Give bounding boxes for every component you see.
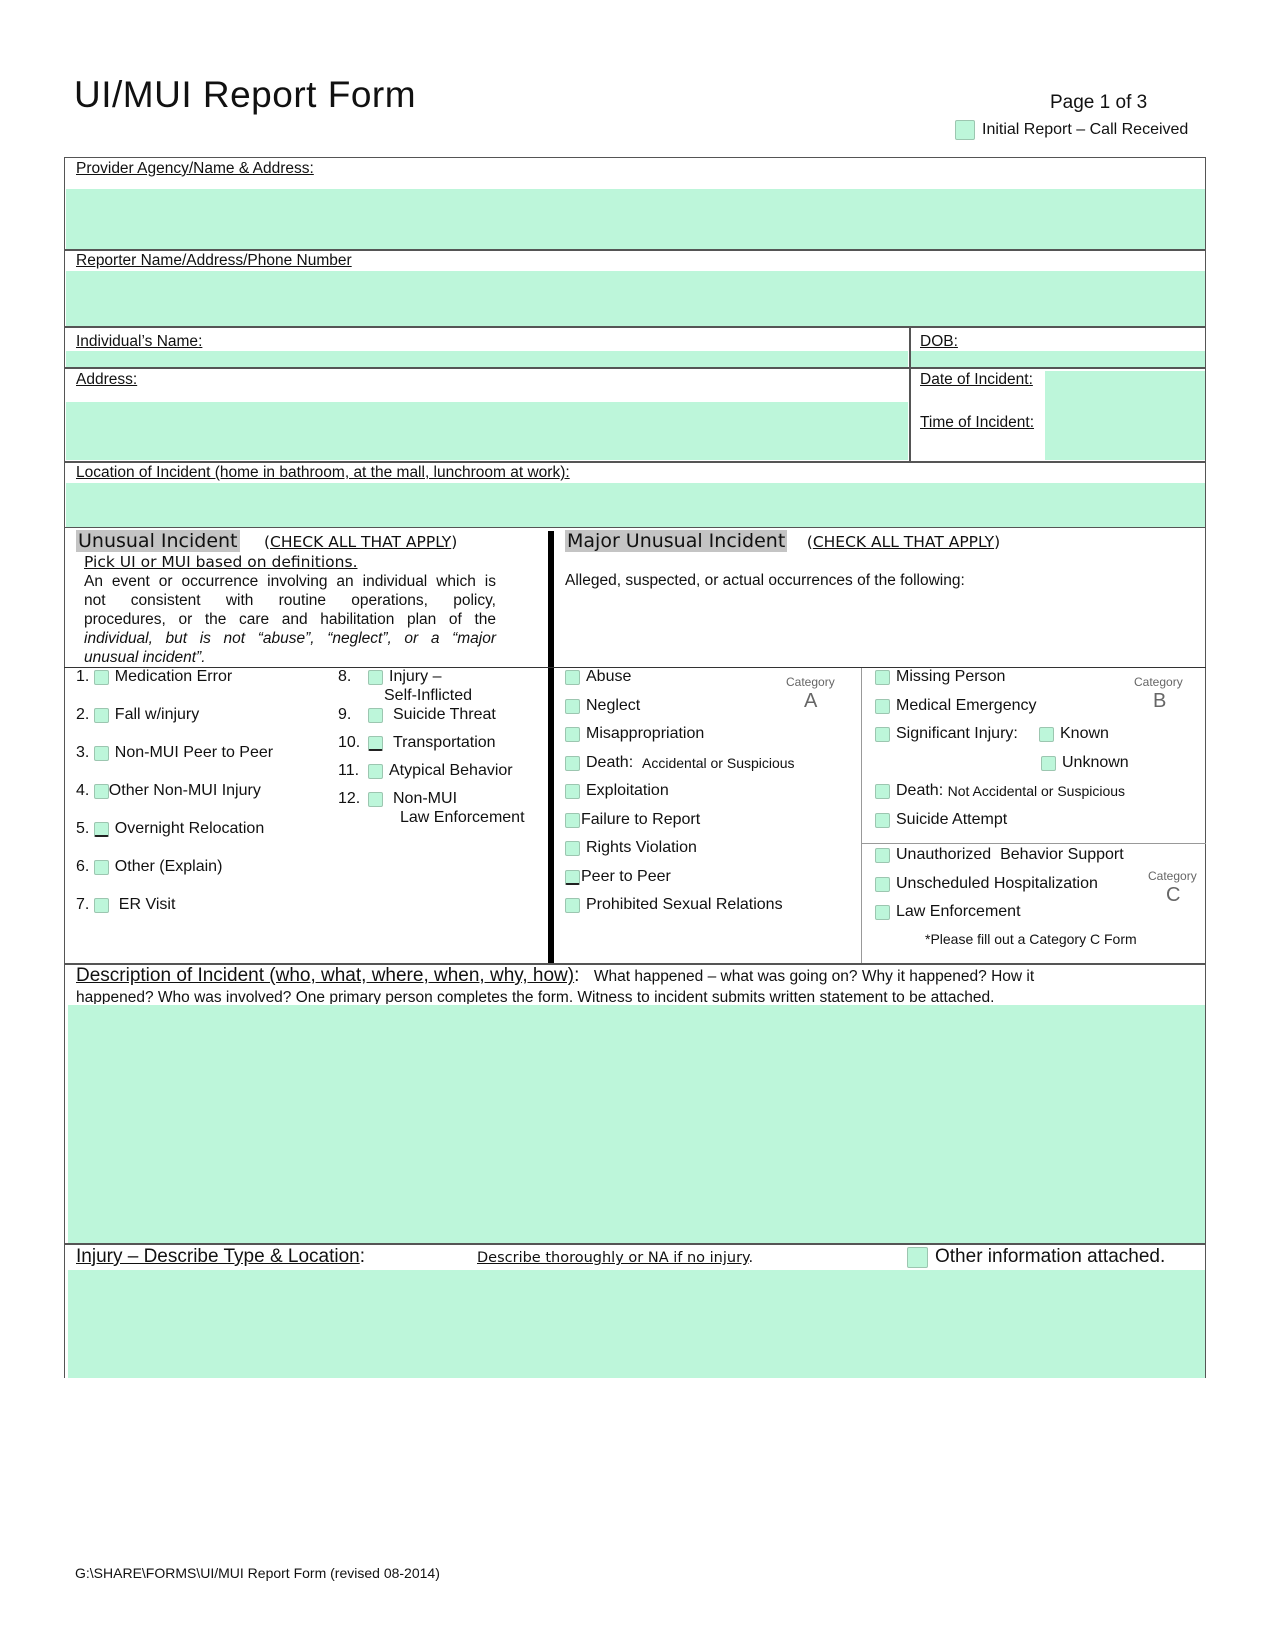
checkbox[interactable] bbox=[565, 813, 580, 828]
provider-input[interactable] bbox=[66, 189, 1205, 249]
checkbox[interactable] bbox=[907, 1247, 928, 1268]
description-header: Description of Incident (who, what, where, when, why, how): What happened – what was going on? Why it happened? How it bbox=[76, 965, 1035, 986]
description-hint: What happened – what was going on? Why it happened? How it bbox=[593, 968, 1035, 985]
mui-item-death-b[interactable]: Death: Not Accidental or Suspicious bbox=[875, 782, 1125, 800]
date-of-incident-label: Date of Incident: bbox=[920, 371, 1033, 388]
ui-item-er-visit[interactable]: 7. ER Visit bbox=[76, 896, 176, 913]
checkbox[interactable] bbox=[875, 784, 890, 799]
page-indicator: Page 1 of 3 bbox=[1050, 92, 1148, 113]
mui-heading: Major Unusual Incident bbox=[567, 530, 786, 552]
mui-item-significant-injury[interactable]: Significant Injury: bbox=[875, 725, 1018, 743]
divider bbox=[64, 326, 1206, 328]
category-c-caption: Category bbox=[1148, 869, 1197, 883]
divider bbox=[861, 668, 862, 964]
checkbox[interactable] bbox=[94, 746, 109, 761]
divider bbox=[64, 667, 1206, 668]
ui-heading: Unusual Incident bbox=[78, 530, 238, 552]
divider bbox=[909, 327, 911, 461]
injury-hint: Describe thoroughly or NA if no injury bbox=[477, 1250, 749, 1266]
checkbox[interactable] bbox=[368, 736, 383, 751]
description-input[interactable] bbox=[68, 1005, 1205, 1243]
mui-item-medical-emergency[interactable]: Medical Emergency bbox=[875, 697, 1037, 715]
injury-label: Injury – Describe Type & Location bbox=[76, 1246, 360, 1267]
ui-definition: An event or occurrence involving an individual which is not consistent with routine operations, policy, procedures, or the care and habilitation plan of the individual, but is not “abuse”, “neglect”, or a “major unusual incident”. bbox=[84, 573, 496, 666]
injury-input[interactable] bbox=[68, 1270, 1205, 1378]
checkbox[interactable] bbox=[875, 699, 890, 714]
checkbox[interactable] bbox=[875, 848, 890, 863]
checkbox[interactable] bbox=[565, 841, 580, 856]
ui-item-non-mui-peer-to-peer[interactable]: 3. Non-MUI Peer to Peer bbox=[76, 744, 274, 761]
reporter-label: Reporter Name/Address/Phone Number bbox=[76, 252, 352, 269]
reporter-input[interactable] bbox=[66, 271, 1205, 326]
checkbox[interactable] bbox=[94, 670, 109, 685]
address-input[interactable] bbox=[66, 402, 908, 460]
checkbox[interactable] bbox=[94, 898, 109, 913]
dob-input[interactable] bbox=[911, 351, 1205, 367]
mui-item-peer-to-peer[interactable]: Peer to Peer bbox=[565, 868, 671, 886]
mui-heading-row: Major Unusual Incident (CHECK ALL THAT APPLY) bbox=[567, 530, 1001, 552]
mui-item-suicide-attempt[interactable]: Suicide Attempt bbox=[875, 811, 1007, 829]
divider bbox=[64, 249, 1206, 251]
page-title: UI/MUI Report Form bbox=[74, 74, 417, 115]
mui-item-abuse[interactable]: Abuse bbox=[565, 668, 631, 686]
mui-item-misappropriation[interactable]: Misappropriation bbox=[565, 725, 704, 743]
footer-path: G:\SHARE\FORMS\UI/MUI Report Form (revised 08-2014) bbox=[75, 1565, 440, 1581]
location-input[interactable] bbox=[66, 483, 1205, 527]
divider bbox=[64, 527, 1206, 528]
checkbox[interactable] bbox=[1039, 727, 1054, 742]
mui-item-law-enforcement[interactable]: Law Enforcement bbox=[875, 903, 1021, 921]
mui-check-all: CHECK ALL THAT APPLY bbox=[812, 533, 995, 551]
checkbox[interactable] bbox=[565, 898, 580, 913]
injury-header: Injury – Describe Type & Location: bbox=[76, 1246, 366, 1267]
checkbox[interactable] bbox=[875, 877, 890, 892]
ui-item-transportation[interactable]: 10. Transportation bbox=[338, 734, 496, 751]
dob-label: DOB: bbox=[920, 333, 958, 350]
checkbox[interactable] bbox=[94, 784, 109, 799]
individual-name-input[interactable] bbox=[66, 351, 908, 367]
initial-report-checkbox[interactable] bbox=[955, 120, 975, 140]
mui-item-unauthorized-behavior-support[interactable]: Unauthorized Behavior Support bbox=[875, 846, 1124, 864]
mui-item-neglect[interactable]: Neglect bbox=[565, 697, 640, 715]
address-label: Address: bbox=[76, 371, 138, 388]
ui-item-other-non-mui-injury[interactable]: 4. Other Non-MUI Injury bbox=[76, 782, 261, 799]
ui-item-atypical-behavior[interactable]: 11. Atypical Behavior bbox=[338, 762, 513, 779]
description-hint-cont: happened? Who was involved? One primary person completes the form. Witness to incident submits written statement to be attached. bbox=[76, 989, 995, 1004]
ui-item-injury-self-inflicted[interactable]: 8. Injury – bbox=[338, 668, 442, 685]
checkbox[interactable] bbox=[1041, 756, 1056, 771]
location-label: Location of Incident (home in bathroom, at the mall, lunchroom at work): bbox=[76, 464, 570, 481]
checkbox[interactable] bbox=[875, 813, 890, 828]
checkbox[interactable] bbox=[368, 764, 383, 779]
divider bbox=[64, 461, 1206, 463]
checkbox[interactable] bbox=[565, 784, 580, 799]
category-a-caption: Category bbox=[786, 675, 835, 689]
ui-pick-line: Pick UI or MUI based on definitions. bbox=[84, 553, 358, 571]
category-c-letter: C bbox=[1166, 884, 1181, 906]
mui-item-failure-to-report[interactable]: Failure to Report bbox=[565, 811, 700, 829]
category-b-caption: Category bbox=[1134, 675, 1183, 689]
time-of-incident-label: Time of Incident: bbox=[920, 414, 1035, 431]
ui-heading-row: Unusual Incident (CHECK ALL THAT APPLY) bbox=[78, 530, 458, 552]
ui-item-medication-error[interactable]: 1. Medication Error bbox=[76, 668, 233, 685]
checkbox[interactable] bbox=[565, 756, 580, 771]
checkbox[interactable] bbox=[875, 905, 890, 920]
injury-hint-row: Describe thoroughly or NA if no injury. bbox=[477, 1250, 754, 1266]
category-c-note: *Please fill out a Category C Form bbox=[925, 931, 1137, 947]
checkbox[interactable] bbox=[94, 860, 109, 875]
checkbox[interactable] bbox=[875, 670, 890, 685]
checkbox[interactable] bbox=[368, 708, 383, 723]
category-b-letter: B bbox=[1153, 690, 1167, 712]
mui-item-rights-violation[interactable]: Rights Violation bbox=[565, 839, 697, 857]
ui-item-label-continuation: Law Enforcement bbox=[400, 809, 525, 826]
mui-item-exploitation[interactable]: Exploitation bbox=[565, 782, 669, 800]
individual-name-label: Individual’s Name: bbox=[76, 333, 203, 350]
checkbox[interactable] bbox=[565, 699, 580, 714]
mui-item-unscheduled-hospitalization[interactable]: Unscheduled Hospitalization bbox=[875, 875, 1098, 893]
section-divider bbox=[548, 531, 554, 963]
provider-label: Provider Agency/Name & Address: bbox=[76, 160, 314, 177]
other-info-attached[interactable]: Other information attached. bbox=[907, 1246, 1165, 1268]
checkbox[interactable] bbox=[875, 727, 890, 742]
description-label: Description of Incident (who, what, where, when, why, how) bbox=[76, 965, 575, 986]
ui-item-overnight-relocation[interactable]: 5. Overnight Relocation bbox=[76, 820, 265, 837]
category-a-letter: A bbox=[804, 690, 818, 712]
initial-report-label: Initial Report – Call Received bbox=[982, 121, 1189, 138]
checkbox[interactable] bbox=[368, 670, 383, 685]
divider bbox=[64, 367, 1206, 369]
checkbox[interactable] bbox=[565, 870, 580, 885]
date-time-input[interactable] bbox=[1045, 371, 1205, 460]
ui-item-suicide-threat[interactable]: 9. Suicide Threat bbox=[338, 706, 496, 723]
ui-item-non-mui-law-enforcement[interactable]: 12. Non-MUI bbox=[338, 790, 458, 807]
initial-report-checkbox-row[interactable] bbox=[955, 120, 1188, 140]
ui-item-other-explain[interactable]: 6. Other (Explain) bbox=[76, 858, 223, 875]
mui-item-prohibited-sexual-relations[interactable]: Prohibited Sexual Relations bbox=[565, 896, 783, 914]
ui-item-fall-with-injury[interactable]: 2. Fall w/injury bbox=[76, 706, 200, 723]
divider bbox=[861, 843, 1206, 844]
checkbox[interactable] bbox=[565, 727, 580, 742]
checkbox[interactable] bbox=[94, 708, 109, 723]
checkbox[interactable] bbox=[368, 792, 383, 807]
ui-item-label-continuation: Self-Inflicted bbox=[384, 687, 473, 704]
significant-injury-known[interactable]: Known bbox=[1039, 725, 1109, 743]
mui-item-missing-person[interactable]: Missing Person bbox=[875, 668, 1005, 686]
significant-injury-unknown[interactable]: Unknown bbox=[1041, 754, 1129, 772]
checkbox[interactable] bbox=[565, 670, 580, 685]
mui-item-death-a[interactable]: Death: Accidental or Suspicious bbox=[565, 754, 795, 772]
checkbox[interactable] bbox=[94, 822, 109, 837]
divider bbox=[64, 1243, 1206, 1245]
ui-check-all: CHECK ALL THAT APPLY bbox=[270, 533, 452, 551]
mui-intro: Alleged, suspected, or actual occurrences of the following: bbox=[565, 572, 965, 589]
